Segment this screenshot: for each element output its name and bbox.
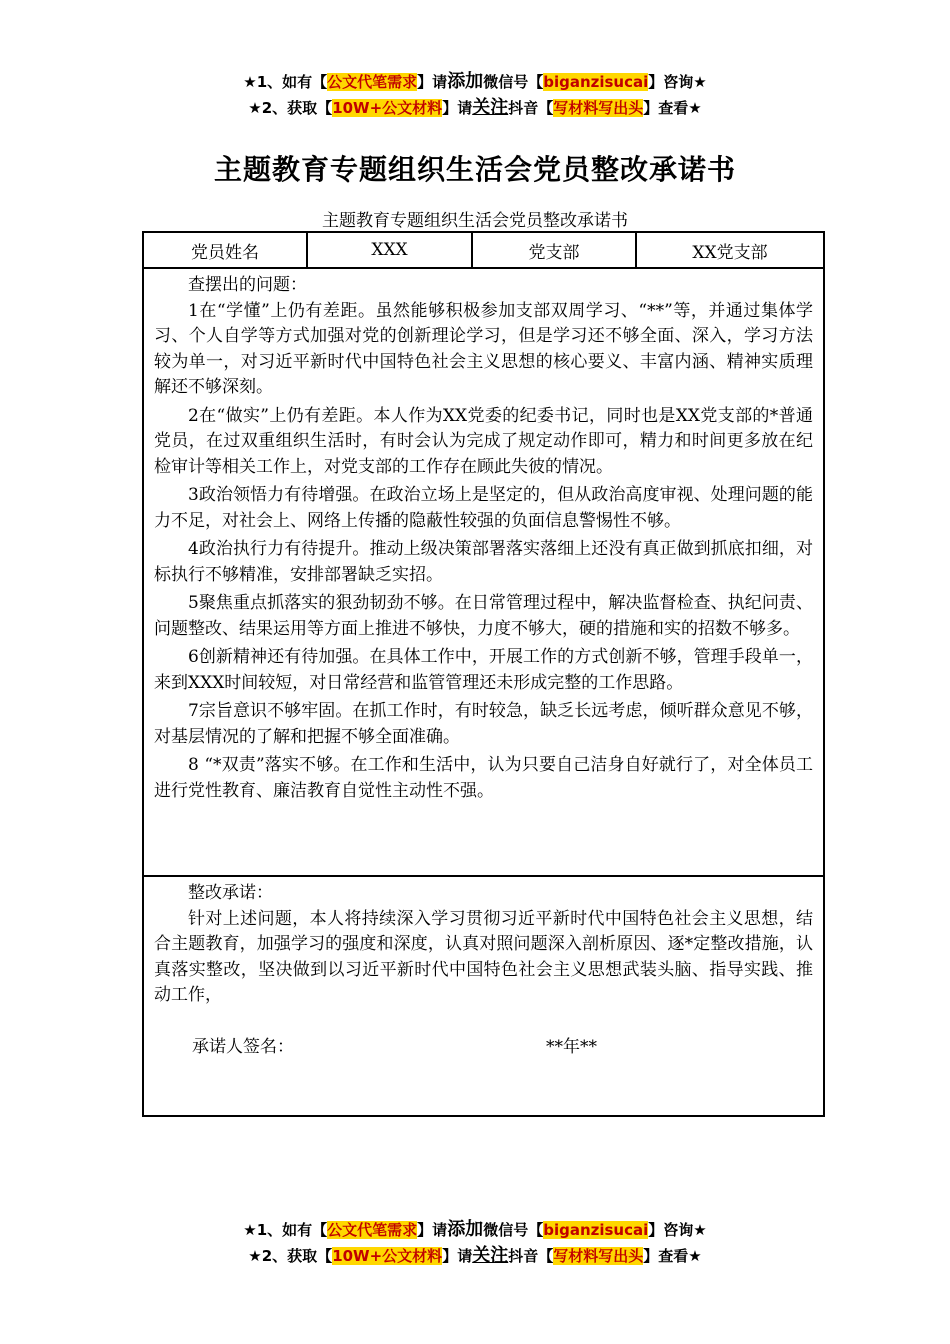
banner-highlight: biganzisucai (543, 1221, 649, 1239)
banner-text: ★2、获取【 (248, 1247, 333, 1265)
commitment-text: 针对上述问题，本人将持续深入学习贯彻习近平新时代中国特色社会主义思想，结合主题教育，加强学习的强度和深度，认真对照问题深入剖析原因、逐*定整改措施，认真落实整改，坚决做到以习近平新时代中国特色社会主义思想武装头脑、指导实践、推动工作， (154, 908, 813, 1005)
banner-text: 】查看★ (643, 1247, 702, 1265)
banner-emphasis: 关注 (472, 1245, 509, 1266)
banner-line-1 (0, 1217, 950, 1243)
banner-highlight: biganzisucai (543, 73, 649, 91)
banner-highlight: 公文代笔需求 (327, 73, 418, 91)
banner-emphasis: 关注 (472, 97, 509, 118)
banner-text: 微信号【 (483, 1221, 544, 1239)
banner-emphasis: 添加 (447, 1219, 484, 1240)
banner-text: ★2、获取【 (248, 99, 333, 117)
commitment-heading: 整改承诺： (188, 883, 273, 903)
banner-line-2 (0, 95, 950, 121)
signature-date: **年** (546, 1036, 597, 1057)
signature-row (154, 1035, 813, 1061)
banner-text: 】请 (442, 99, 473, 117)
branch-value: XX党支部 (636, 232, 824, 268)
problems-heading: 查摆出的问题： (188, 275, 307, 295)
commitment-table (142, 231, 825, 1117)
banner-highlight: 公文代笔需求 (327, 1221, 418, 1239)
banner-highlight: 写材料写出头 (553, 1247, 644, 1265)
banner-highlight: 10W+公文材料 (332, 99, 443, 117)
problem-item: 6创新精神还有待加强。在具体工作中，开展工作的方式创新不够，管理手段单一，来到XXX时间较短，对日常经营和监管管理还未形成完整的工作思路。 (154, 647, 813, 693)
banner-emphasis: 添加 (447, 71, 484, 92)
branch-label: 党支部 (472, 232, 636, 268)
bottom-banner (0, 1217, 950, 1269)
problems-row (143, 268, 824, 876)
signature-label: 承诺人签名： (192, 1036, 294, 1057)
banner-text: 抖音【 (508, 1247, 554, 1265)
top-banner (0, 69, 950, 121)
banner-text: 】请 (442, 1247, 473, 1265)
commitment-row (143, 876, 824, 1116)
member-name-value: XXX (307, 232, 472, 268)
problem-item: 5聚焦重点抓落实的狠劲韧劲不够。在日常管理过程中，解决监督检查、执纪问责、问题整改、结果运用等方面上推进不够快，力度不够大，硬的措施和实的招数不够多。 (154, 593, 813, 639)
banner-text: 微信号【 (483, 73, 544, 91)
banner-text: 】请 (417, 1221, 448, 1239)
banner-text: 】查看★ (643, 99, 702, 117)
banner-highlight: 10W+公文材料 (332, 1247, 443, 1265)
problem-item: 4政治执行力有待提升。推动上级决策部署落实落细上还没有真正做到抓底扣细，对标执行不够精准，安排部署缺乏实招。 (154, 539, 813, 585)
commitment-section (144, 877, 823, 1065)
header-row (143, 232, 824, 268)
banner-highlight: 写材料写出头 (553, 99, 644, 117)
problem-item: 8 “*双责”落实不够。在工作和生活中，认为只要自己洁身自好就行了，对全体员工进行党性教育、廉洁教育自觉性主动性不强。 (154, 755, 813, 801)
banner-text: 】咨询★ (648, 1221, 707, 1239)
problem-item: 1在“学懂”上仍有差距。虽然能够积极参加支部双周学习、“**”等，并通过集体学习、个人自学等方式加强对党的创新理论学习，但是学习还不够全面、深入，学习方法较为单一，对习近平新时代中国特色社会主义思想的核心要义、丰富内涵、精神实质理解还不够深刻。 (154, 300, 813, 397)
banner-text: 】咨询★ (648, 73, 707, 91)
problem-item: 3政治领悟力有待增强。在政治立场上是坚定的，但从政治高度审视、处理问题的能力不足，对社会上、网络上传播的隐蔽性较强的负面信息警惕性不够。 (154, 485, 813, 531)
banner-text: ★1、如有【 (243, 73, 328, 91)
banner-line-2 (0, 1243, 950, 1269)
member-name-label: 党员姓名 (143, 232, 307, 268)
problem-item: 7宗旨意识不够牢固。在抓工作时，有时较急，缺乏长远考虑，倾听群众意见不够，对基层情况的了解和把握不够全面准确。 (154, 701, 813, 747)
table-caption: 主题教育专题组织生活会党员整改承诺书 (322, 211, 628, 231)
banner-text: ★1、如有【 (243, 1221, 328, 1239)
problems-section (144, 269, 823, 808)
document-title: 主题教育专题组织生活会党员整改承诺书 (213, 153, 736, 186)
banner-text: 】请 (417, 73, 448, 91)
problem-item: 2在“做实”上仍有差距。本人作为XX党委的纪委书记，同时也是XX党支部的*普通党员，在过双重组织生活时，有时会认为完成了规定动作即可，精力和时间更多放在纪检审计等相关工作上，对党支部的工作存在顾此失彼的情况。 (154, 405, 813, 477)
banner-line-1 (0, 69, 950, 95)
banner-text: 抖音【 (508, 99, 554, 117)
